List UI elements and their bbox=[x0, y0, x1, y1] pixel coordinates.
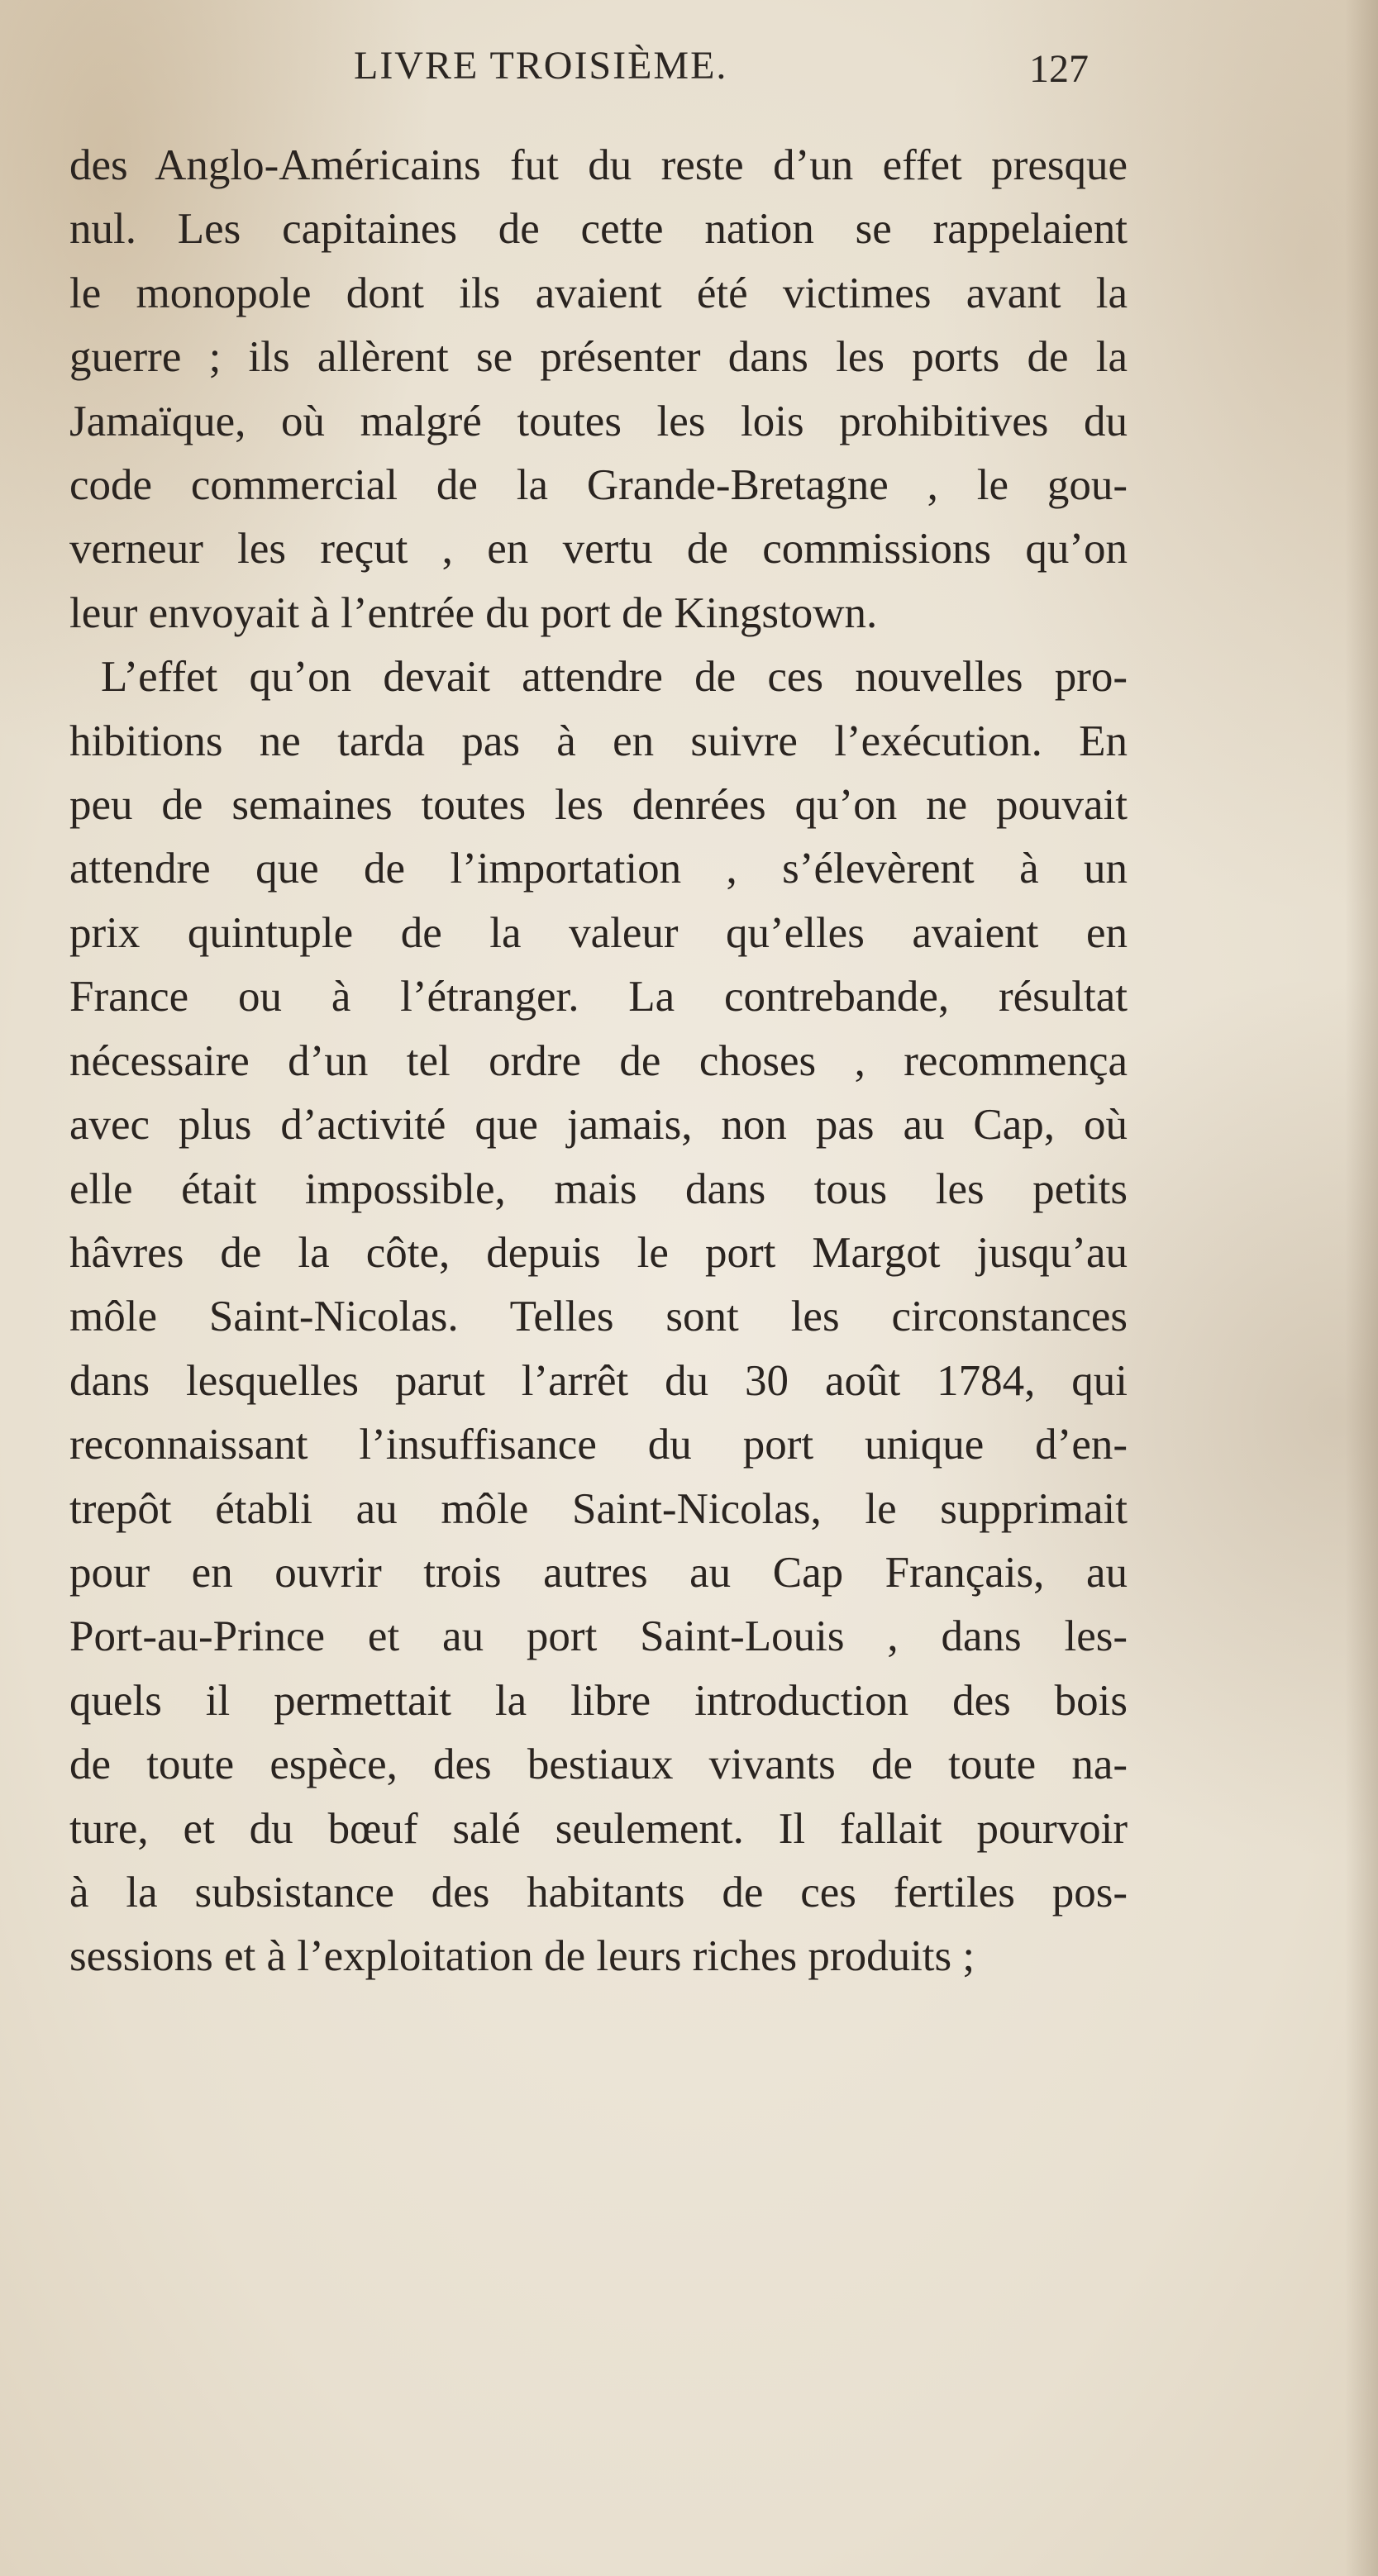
text-line: sessions et à l’exploitation de leurs riches produits ; bbox=[69, 1932, 975, 1981]
text-line: guerre ; ils allèrent se présenter dans les ports de la bbox=[69, 333, 1128, 382]
text-line: nul. Les capitaines de cette nation se rappelaient bbox=[69, 205, 1128, 254]
text-line: hâvres de la côte, depuis le port Margot jusqu’au bbox=[69, 1228, 1128, 1277]
text-line: môle Saint-Nicolas. Telles sont les circonstances bbox=[69, 1293, 1128, 1341]
text-line: nécessaire d’un tel ordre de choses , recommença bbox=[69, 1036, 1128, 1085]
text-line: le monopole dont ils avaient été victimes avant la bbox=[69, 269, 1128, 317]
text-line: pour en ouvrir trois autres au Cap Français, au bbox=[69, 1548, 1128, 1597]
body-text bbox=[69, 134, 1128, 1989]
page-number: 127 bbox=[1029, 47, 1089, 91]
text-line: des Anglo-Américains fut du reste d’un effet presque bbox=[69, 141, 1128, 189]
text-line: à la subsistance des habitants de ces fertiles pos- bbox=[69, 1868, 1128, 1917]
text-line: quels il permettait la libre introduction des bois bbox=[69, 1676, 1128, 1725]
text-line: elle était impossible, mais dans tous les petits bbox=[69, 1164, 1128, 1213]
text-line: verneur les reçut , en vertu de commissions qu’on bbox=[69, 525, 1128, 574]
text-line: prix quintuple de la valeur qu’elles avaient en bbox=[69, 908, 1128, 957]
text-line: reconnaissant l’insuffisance du port unique d’en- bbox=[69, 1421, 1128, 1469]
text-line: hibitions ne tarda pas à en suivre l’exécution. En bbox=[69, 717, 1128, 765]
text-line: code commercial de la Grande-Bretagne , le gou- bbox=[69, 461, 1128, 510]
text-line: avec plus d’activité que jamais, non pas au Cap, où bbox=[69, 1101, 1128, 1150]
page-edge-shadow bbox=[1345, 0, 1378, 2576]
text-line: Jamaïque, où malgré toutes les lois prohibitives du bbox=[69, 397, 1128, 445]
text-line: attendre que de l’importation , s’élevèrent à un bbox=[69, 845, 1128, 893]
text-line: ture, et du bœuf salé seulement. Il fallait pourvoir bbox=[69, 1804, 1128, 1853]
text-line: dans lesquelles parut l’arrêt du 30 août 1784, qui bbox=[69, 1356, 1128, 1405]
text-line: Port-au-Prince et au port Saint-Louis , dans les- bbox=[69, 1612, 1128, 1661]
text-line: leur envoyait à l’entrée du port de Kingstown. bbox=[69, 588, 878, 637]
text-line: de toute espèce, des bestiaux vivants de toute na- bbox=[69, 1740, 1128, 1789]
running-head: LIVRE TROISIÈME. bbox=[354, 44, 728, 88]
text-line: peu de semaines toutes les denrées qu’on ne pouvait bbox=[69, 781, 1128, 830]
text-line: France ou à l’étranger. La contrebande, résultat bbox=[69, 973, 1128, 1021]
text-line: trepôt établi au môle Saint-Nicolas, le supprimait bbox=[69, 1484, 1128, 1533]
text-line: L’effet qu’on devait attendre de ces nouvelles pro- bbox=[101, 653, 1128, 702]
